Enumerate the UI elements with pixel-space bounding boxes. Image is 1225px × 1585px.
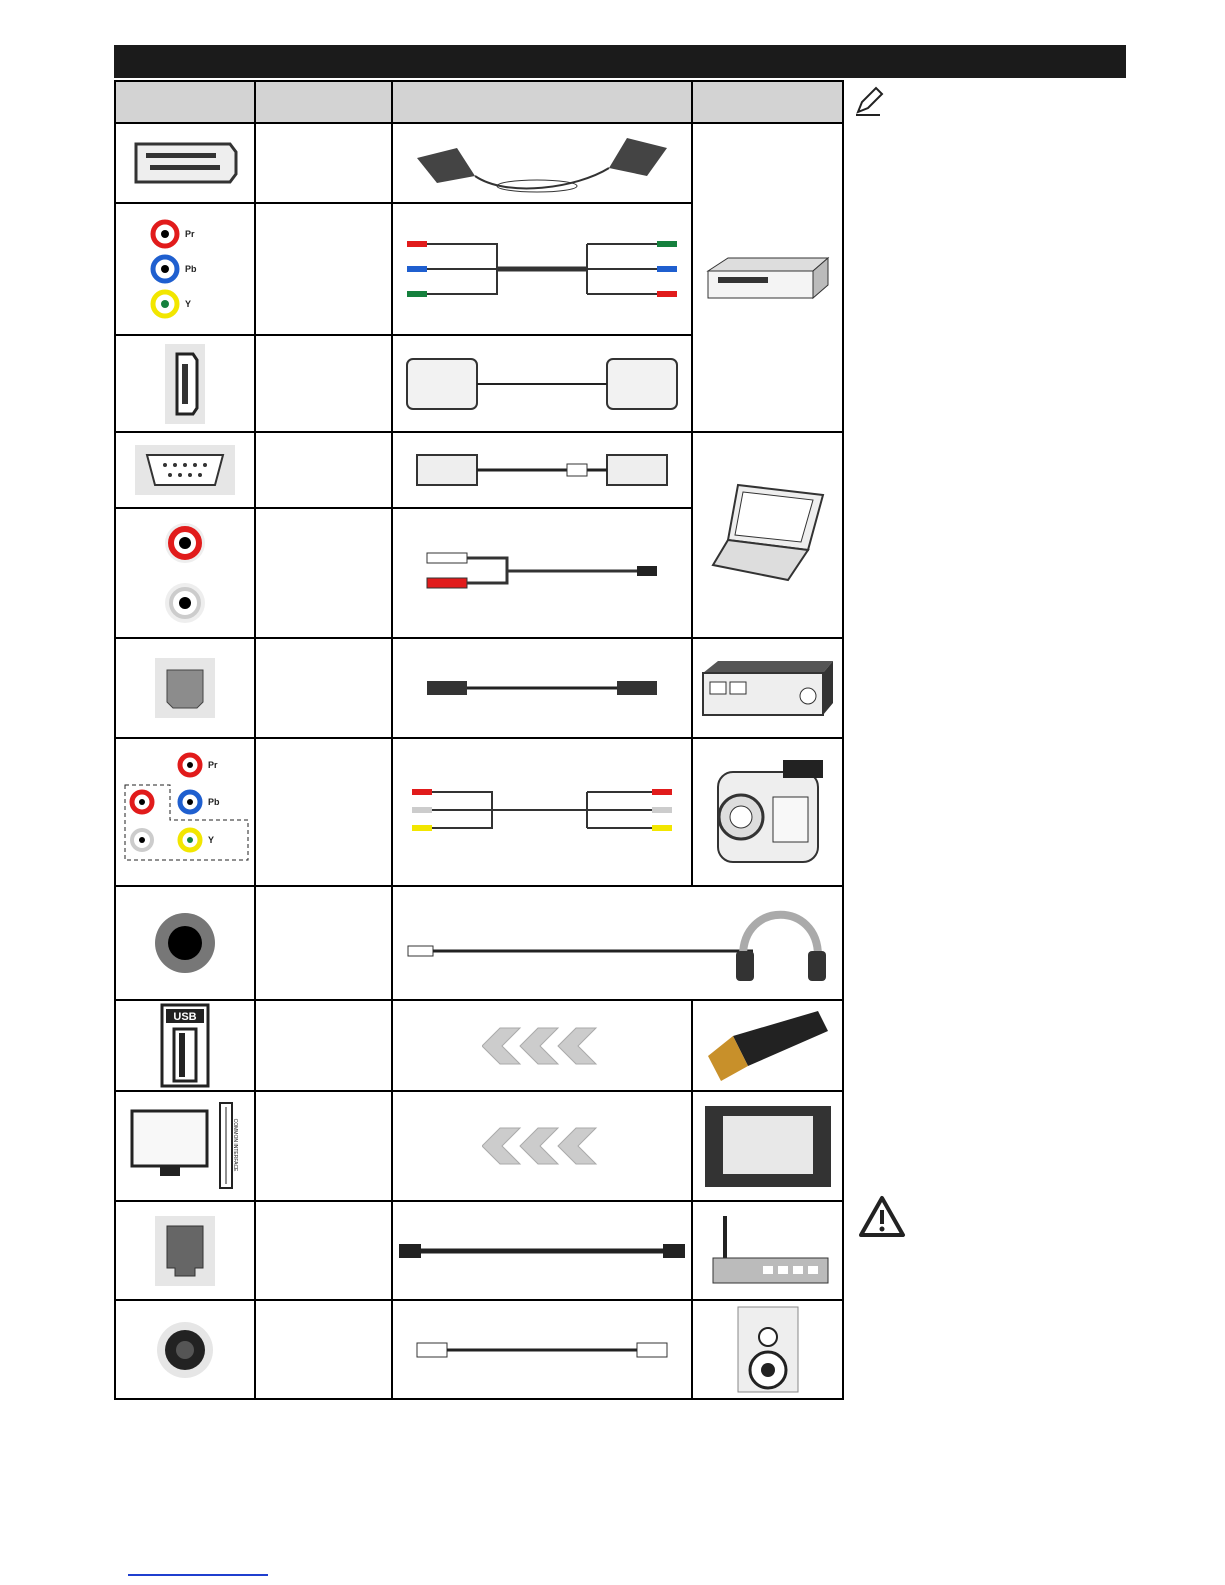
ethernet-type-label — [256, 1202, 393, 1301]
usb-flash-drive-image — [693, 1001, 842, 1092]
side-av-port-image — [116, 739, 256, 887]
svg-text:Y: Y — [185, 299, 192, 309]
svg-text:Pr: Pr — [185, 229, 195, 239]
headphone-cable-image — [393, 887, 842, 1001]
cam-module-image — [693, 1092, 842, 1202]
optical-port-image — [116, 639, 256, 739]
audio-amplifier-image — [693, 639, 842, 739]
scart-port-image — [116, 124, 256, 204]
rca-coax-cable-image — [393, 1301, 693, 1398]
footer-link-underline[interactable] — [128, 1574, 268, 1576]
svg-text:COMMON INTERFACE: COMMON INTERFACE — [232, 1118, 238, 1171]
subwoofer-port-image — [116, 1301, 256, 1398]
subwoofer-image — [693, 1301, 842, 1398]
hdmi-port-image — [116, 336, 256, 433]
audio-lr-type-label — [256, 509, 393, 639]
component-type-label — [256, 204, 393, 336]
scart-type-label — [256, 124, 393, 204]
column-header-device — [693, 82, 842, 124]
pencil-note-icon — [852, 84, 886, 118]
component-cable-image — [393, 204, 693, 336]
audio-lr-port-image — [116, 509, 256, 639]
optical-cable-image — [393, 639, 693, 739]
side-av-cable-image — [393, 739, 693, 887]
vga-cable-image — [393, 433, 693, 509]
wireless-router-image — [693, 1202, 842, 1301]
usb-type-label — [256, 1001, 393, 1092]
dvd-recorder-image — [693, 124, 842, 433]
hdmi-type-label — [256, 336, 393, 433]
lan-cable-image — [393, 1202, 693, 1301]
svg-text:USB: USB — [173, 1011, 197, 1023]
usb-insert-arrows — [393, 1001, 693, 1092]
optical-type-label — [256, 639, 393, 739]
side-av-type-label — [256, 739, 393, 887]
vga-type-label — [256, 433, 393, 509]
warning-triangle-icon — [858, 1195, 906, 1239]
ci-type-label — [256, 1092, 393, 1202]
camcorder-image — [693, 739, 842, 887]
ethernet-port-image — [116, 1202, 256, 1301]
column-header-type — [256, 82, 393, 124]
connection-table — [114, 80, 844, 1400]
headphone-type-label — [256, 887, 393, 1001]
component-port-image — [116, 204, 256, 336]
subwoofer-type-label — [256, 1301, 393, 1398]
ci-insert-arrows — [393, 1092, 693, 1202]
section-header-bar — [114, 45, 1126, 78]
headphone-port-image — [116, 887, 256, 1001]
svg-text:Pb: Pb — [208, 796, 220, 807]
laptop-image — [693, 433, 842, 639]
scart-cable-image — [393, 124, 693, 204]
svg-text:Pr: Pr — [208, 759, 218, 770]
vga-port-image — [116, 433, 256, 509]
column-header-connector — [116, 82, 256, 124]
svg-text:Y: Y — [208, 834, 215, 845]
audio-lr-cable-image — [393, 509, 693, 639]
ci-slot-image — [116, 1092, 256, 1202]
usb-port-image — [116, 1001, 256, 1092]
svg-text:Pb: Pb — [185, 264, 197, 274]
hdmi-cable-image — [393, 336, 693, 433]
column-header-cables — [393, 82, 693, 124]
